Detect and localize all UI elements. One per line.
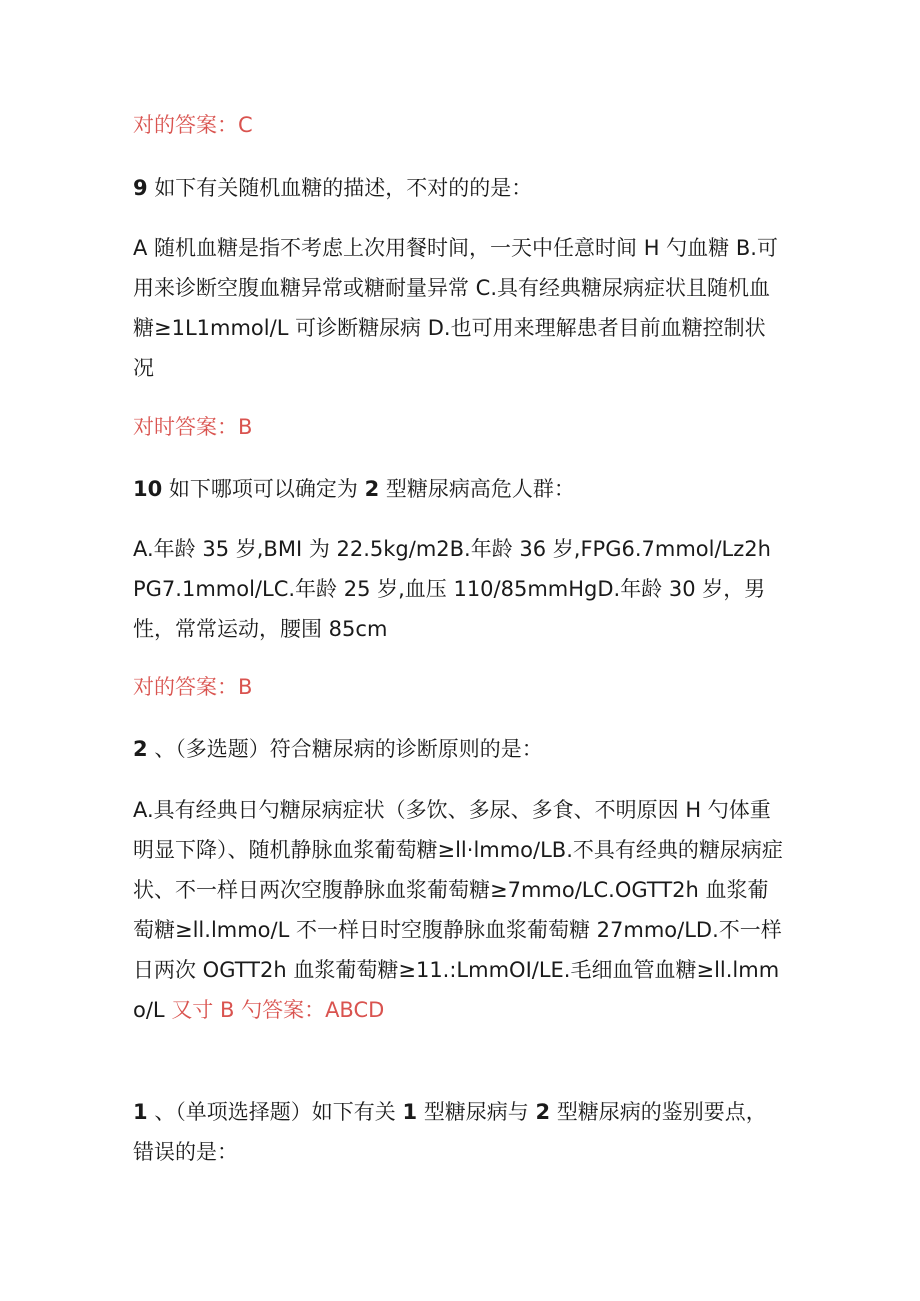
question-number: 10	[133, 477, 163, 501]
question-number-inline: 2	[535, 1100, 551, 1124]
options-text: A.具有经典日勺糖尿病症状（多饮、多尿、多食、不明原因 H 勺体重明显下降）、随机静脉血浆葡萄糖≥ll·lmmo∕LB.不具有经典的糖尿病症状、不一样日两次空腹静脉血浆葡萄糖≥7mmo∕LC.OGTT2h 血浆葡萄糖≥ll.lmmo∕L 不一样日时空腹静脉血浆葡萄糖 27mmo∕LD.不一样日两次 OGTT2h 血浆葡萄糖≥11.:LmmOI/LE.毛细血管血糖≥ll.lmmo∕L	[133, 798, 783, 1022]
question-text: 型糖尿病的鉴别要点，错误的是：	[133, 1100, 767, 1164]
question-single	[133, 1092, 783, 1172]
question-text: 、（单项选择题）如下有关	[154, 1100, 396, 1124]
question-9-options: A 随机血糖是指不考虑上次用餐时间，一天中任意时间 H 勺血糖 B.可用来诊断空腹血糖异常或糖耐量异常 C.具有经典糖尿病症状且随机血糖≥1L1mmol/L 可诊断糖尿病 D.也可用来理解患者目前血糖控制状况	[133, 236, 778, 380]
question-text: 型糖尿病高危人群：	[385, 477, 575, 501]
question-10	[133, 469, 783, 509]
question-number: 9	[133, 176, 148, 200]
question-text: 、（多选题）符合糖尿病的诊断原则的是：	[154, 737, 543, 761]
question-text: 型糖尿病与	[423, 1100, 529, 1124]
question-number-inline: 1	[402, 1100, 418, 1124]
question-number-inline: 2	[364, 477, 380, 501]
question-10-options: A.年龄 35 岁,BMI 为 22.5kg∕m2B.年龄 36 岁,FPG6.7mmol/Lz2hPG7.1mmol/LC.年龄 25 岁,血压 110/85mmHgD.年龄 30 岁，男性，常常运动，腰围 85cm	[133, 537, 771, 641]
answer-line: 对的答案：B	[133, 675, 253, 699]
question-9	[133, 168, 783, 208]
inline-answer: 又寸 B 勺答案：ABCD	[171, 998, 385, 1022]
question-number: 2	[133, 737, 148, 761]
question-text: 如下有关随机血糖的描述，不对的的是：	[154, 176, 533, 200]
answer-line: 对的答案：C	[133, 113, 253, 137]
question-multi	[133, 729, 783, 769]
question-text: 如下哪项可以确定为	[168, 477, 358, 501]
answer-line: 对时答案：B	[133, 415, 253, 439]
question-multi-options	[133, 790, 783, 1030]
question-number: 1	[133, 1100, 148, 1124]
